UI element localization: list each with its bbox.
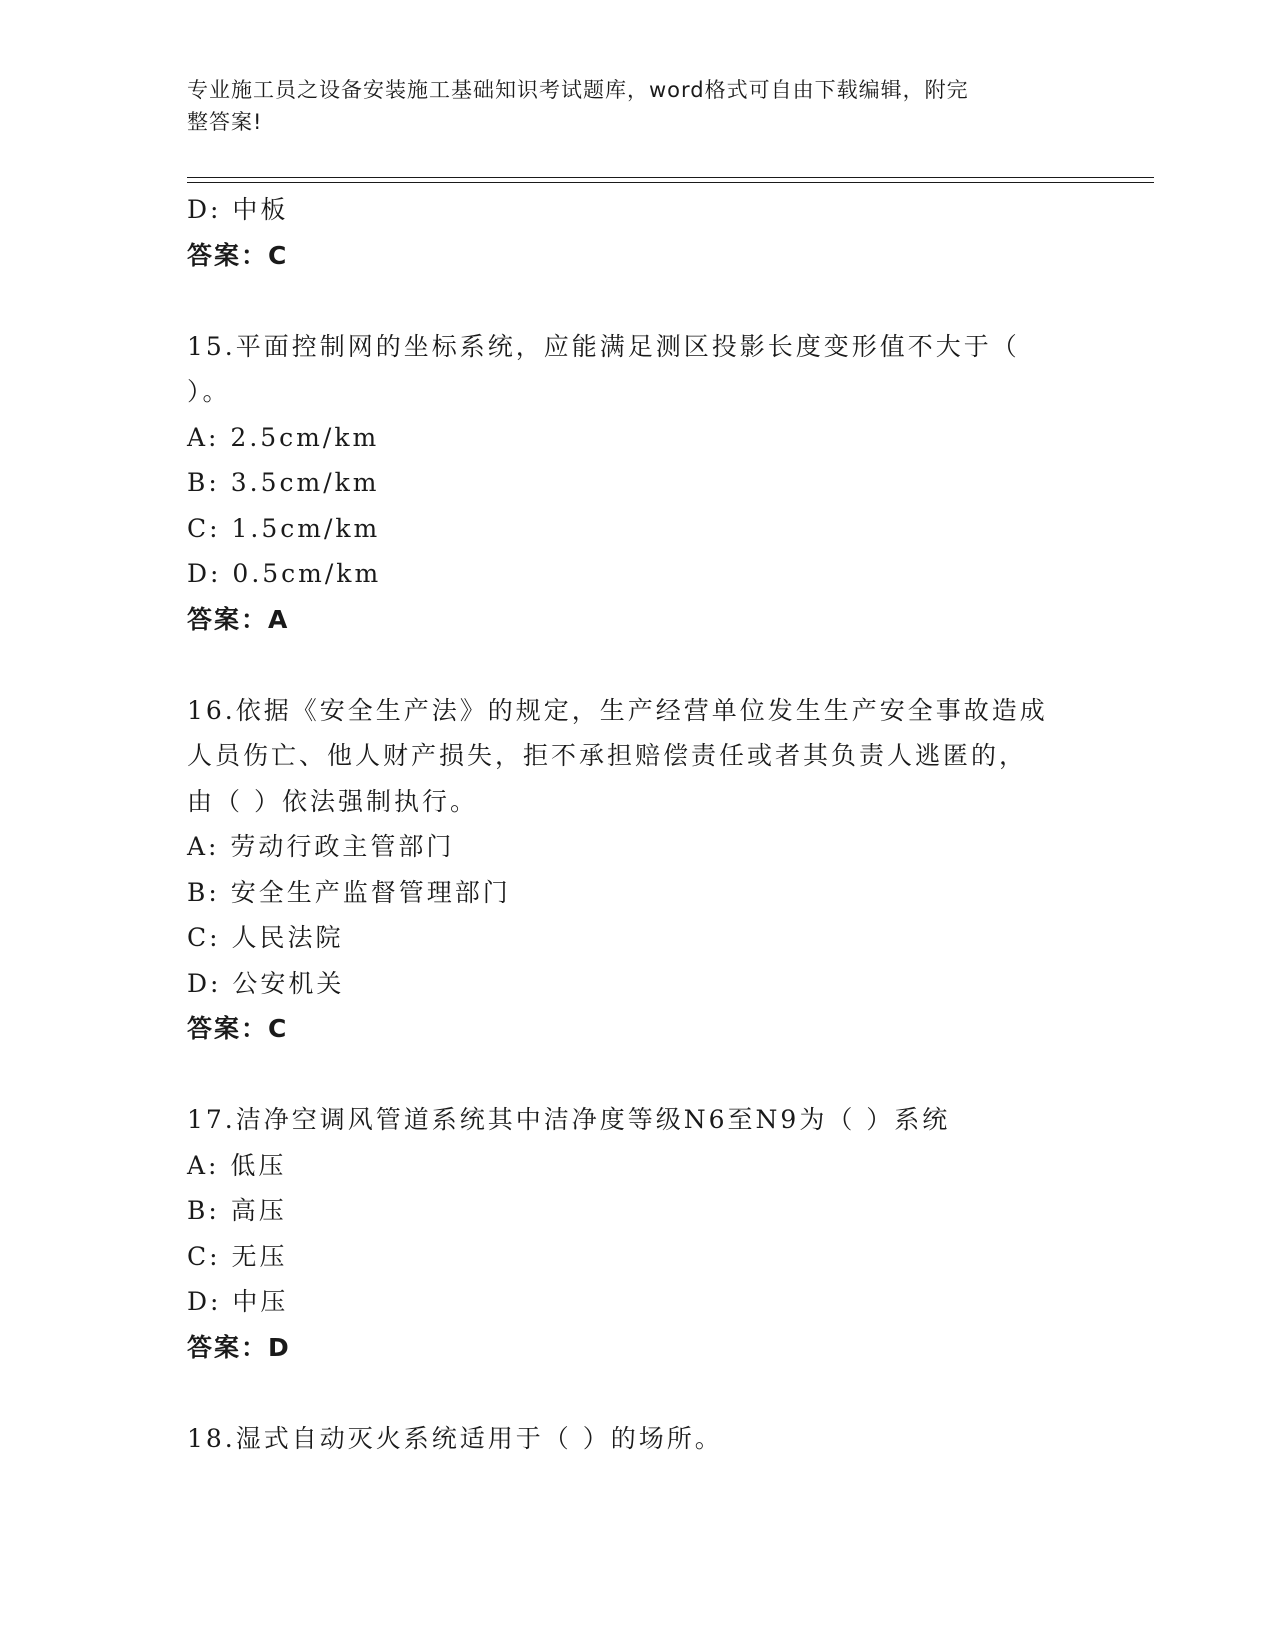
header-divider-top (187, 177, 1154, 178)
option-d: D: 中板 (187, 195, 289, 224)
option-d: D: 中压 (187, 1287, 289, 1316)
question-15 (187, 324, 1087, 643)
question-text: ）。 (187, 377, 231, 406)
answer-line: 答案：A (187, 604, 290, 634)
document-header (187, 74, 1087, 138)
answer-line: 答案：C (187, 240, 289, 270)
header-line-1: 专业施工员之设备安装施工基础知识考试题库，word格式可自由下载编辑，附完 (187, 78, 969, 102)
option-a: A: 劳动行政主管部门 (187, 832, 455, 861)
question-14-tail (187, 187, 1087, 278)
spacer (187, 278, 1087, 324)
answer-line: 答案：C (187, 1014, 289, 1043)
option-b: B: 3.5cm/km (187, 468, 380, 497)
spacer (187, 1052, 1087, 1098)
header-line-2: 整答案! (187, 110, 263, 134)
question-text: 17.洁净空调风管道系统其中洁净度等级N6至N9为（ ）系统 (187, 1105, 951, 1134)
option-a: A: 低压 (187, 1150, 287, 1180)
option-c: C: 无压 (187, 1241, 288, 1271)
option-a: A: 2.5cm/km (187, 422, 380, 452)
option-b: B: 高压 (187, 1196, 287, 1225)
option-c: C: 人民法院 (187, 923, 344, 952)
question-text: 18.湿式自动灭火系统适用于（ ）的场所。 (187, 1423, 723, 1453)
option-c: C: 1.5cm/km (187, 513, 381, 543)
option-b: B: 安全生产监督管理部门 (187, 877, 511, 907)
answer-line: 答案：D (187, 1332, 291, 1362)
question-text: 由（ ）依法强制执行。 (187, 786, 478, 816)
spacer (187, 642, 1087, 688)
question-16 (187, 688, 1087, 1052)
question-text: 15.平面控制网的坐标系统，应能满足测区投影长度变形值不大于（ (187, 331, 1020, 361)
spacer (187, 1370, 1087, 1416)
question-text: 人员伤亡、他人财产损失，拒不承担赔偿责任或者其负责人逃匿的， (187, 741, 1028, 770)
question-17 (187, 1097, 1087, 1370)
option-d: D: 0.5cm/km (187, 559, 382, 588)
question-list (187, 187, 1087, 1461)
option-d: D: 公安机关 (187, 968, 345, 998)
question-text: 16.依据《安全生产法》的规定，生产经营单位发生生产安全事故造成 (187, 695, 1048, 725)
question-18 (187, 1416, 1087, 1462)
header-divider-bottom (187, 182, 1154, 183)
